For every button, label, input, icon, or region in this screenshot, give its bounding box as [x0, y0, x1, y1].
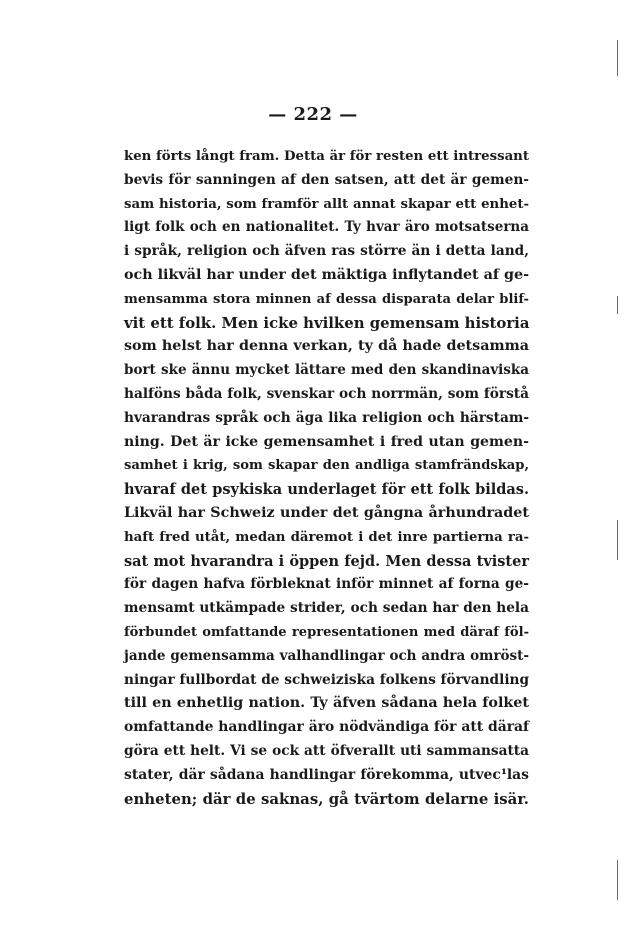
text-line: samhet i krig, som skapar den andliga stamfrändskap, — [124, 458, 529, 474]
page-edge-line — [617, 40, 618, 76]
page-edge-line — [617, 520, 618, 560]
text-line: i språk, religion och äfven ras större än i detta land, — [124, 243, 529, 260]
text-line: bevis för sanningen af den satsen, att det är gemen- — [124, 171, 529, 188]
text-line: bort ske ännu mycket lättare med den skandinaviska — [124, 362, 529, 379]
text-line: ligt folk och en nationalitet. Ty hvar äro motsatserna — [124, 219, 529, 236]
text-line: enheten; där de saknas, gå tvärtom delarne isär. — [124, 789, 529, 808]
body-text — [124, 145, 529, 811]
text-line: sam historia, som framför allt annat skapar ett enhet- — [124, 196, 529, 212]
text-line: göra ett helt. Vi se ock att öfverallt uti sammansatta — [124, 742, 529, 759]
text-line: Likväl har Schweiz under det gångna århundradet — [124, 504, 529, 521]
text-line: hvarandras språk och äga lika religion och härstam- — [124, 409, 529, 426]
text-line: mensamt utkämpade strider, och sedan har den hela — [124, 600, 529, 617]
text-line: vit ett folk. Men icke hvilken gemensam historia — [124, 313, 530, 332]
text-line: ningar fullbordat de schweiziska folkens förvandling — [124, 671, 530, 688]
text-line: som helst har denna verkan, ty då hade detsamma — [124, 338, 529, 355]
text-line: halföns båda folk, svenskar och norrmän, som förstå — [124, 385, 529, 402]
text-line: för dagen hafva förbleknat inför minnet af forna ge- — [124, 576, 529, 593]
page-edge-line — [617, 296, 618, 314]
text-line: och likväl har under det mäktiga inflytandet af ge- — [124, 266, 530, 283]
text-line: ning. Det är icke gemensamhet i fred utan gemen- — [124, 433, 529, 450]
text-line: sat mot hvarandra i öppen fejd. Men dessa tvister — [124, 552, 529, 570]
text-line: förbundet omfattande representationen med däraf föl- — [124, 624, 529, 640]
page-edge-line — [617, 860, 618, 900]
text-line: stater, där sådana handlingar förekomma, utvec¹las — [124, 766, 529, 783]
text-line: haft fred utåt, medan däremot i det inre partierna ra- — [124, 529, 529, 545]
text-line: hvaraf det psykiska underlaget för ett folk bildas. — [124, 481, 529, 499]
text-line: omfattande handlingar äro nödvändiga för att däraf — [124, 719, 529, 736]
page-number: — 222 — — [268, 104, 358, 125]
text-line: till en enhetlig nation. Ty äfven sådana hela folket — [124, 695, 529, 712]
text-line: jande gemensamma valhandlingar och andra omröst- — [124, 647, 529, 664]
text-line: ken förts långt fram. Detta är för resten ett intressant — [124, 149, 529, 164]
text-line: mensamma stora minnen af dessa disparata delar blif- — [124, 291, 529, 307]
